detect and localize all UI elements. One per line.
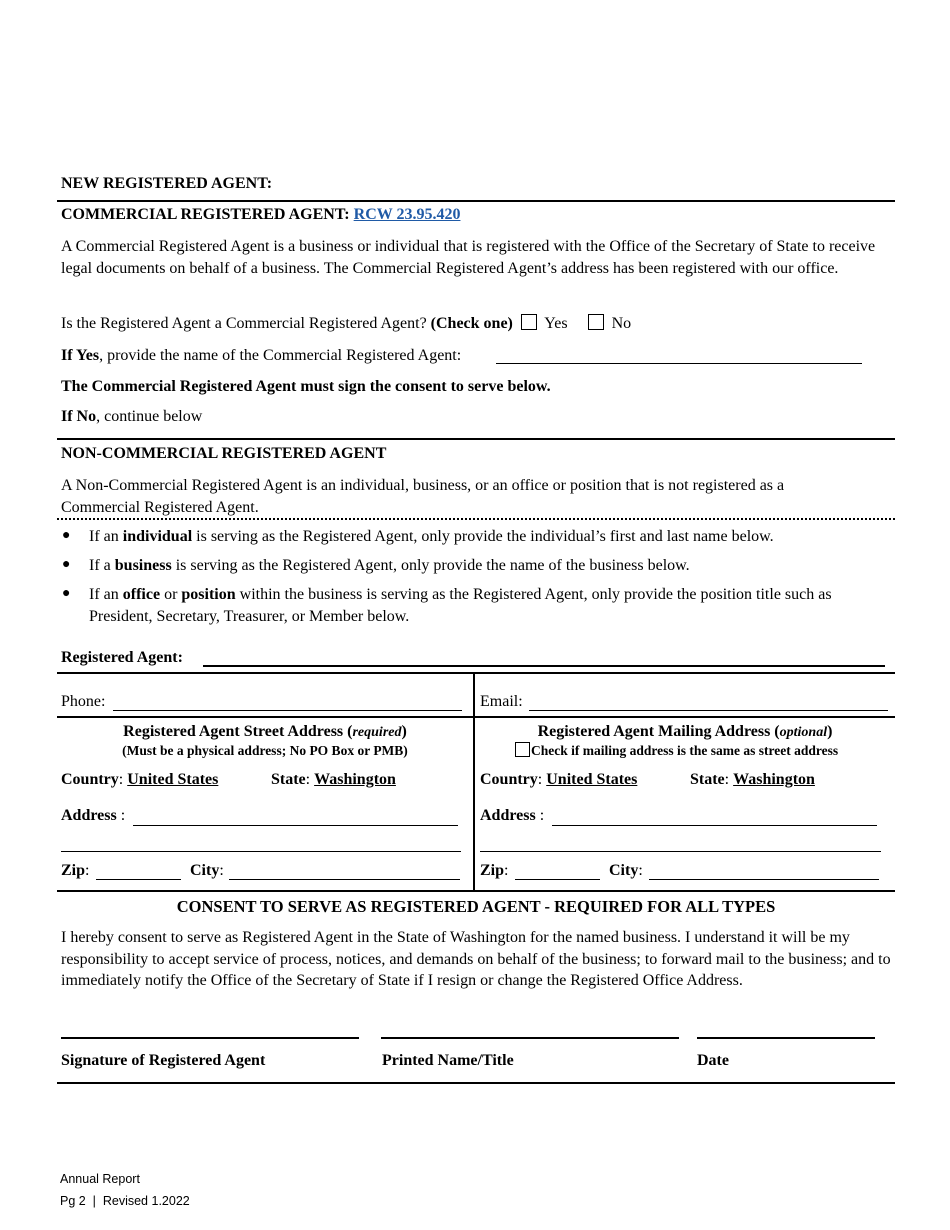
signature-field[interactable] [61,1037,359,1039]
street-country: Country: United States [61,771,219,788]
consent-text: I hereby consent to serve as Registered Agent in the State of Washington for the named business. I understand it will be my responsibility to accept service of process, notices, and demands on behalf of the business; to forward mail to the business; and to immediately notify the Office of the Secretary of State if I resign or change the Registered Office Address. [61,929,891,989]
mailing-address-field-line2[interactable] [480,851,881,852]
if-no-row [61,408,202,426]
mailing-country: Country: United States [480,771,638,788]
commercial-question-row [61,314,631,333]
divider [57,1082,895,1084]
registered-agent-field[interactable] [203,665,885,667]
check-one-label: (Check one) [430,315,513,332]
date-label: Date [697,1052,729,1069]
street-address-subtitle: (Must be a physical address; No PO Box or PMB) [122,743,408,758]
dotted-divider [57,518,895,520]
bullet-icon: ● [62,557,71,572]
bullet-business: If a business is serving as the Registered Agent, only provide the name of the business below. [89,557,690,574]
same-address-label: Check if mailing address is the same as street address [531,743,839,758]
same-address-checkbox[interactable] [515,742,530,757]
bullet-icon: ● [62,528,71,543]
if-yes-bold: If Yes [61,347,100,364]
if-no-text: , continue below [96,408,203,425]
commercial-heading-row [61,206,460,224]
divider [57,200,895,202]
phone-label: Phone: [61,693,106,710]
yes-label: Yes [544,315,568,332]
no-label: No [611,315,632,332]
form-bottom-border [57,890,895,892]
divider [57,438,895,440]
street-zip-field[interactable] [96,879,181,880]
rcw-link[interactable]: RCW 23.95.420 [353,206,461,223]
email-label: Email: [480,693,523,710]
email-field[interactable] [529,710,888,711]
bullet-individual: If an individual is serving as the Registered Agent, only provide the individual’s first and last name below. [89,528,774,545]
mailing-zip-field[interactable] [515,879,600,880]
printed-name-label: Printed Name/Title [382,1052,514,1069]
mailing-address-label: Address : [480,807,545,824]
if-yes-text: , provide the name of the Commercial Registered Agent: [99,347,462,364]
bullet-office-position: If an office or position within the business is serving as the Registered Agent, only provide the position title such as President, Secretary, Treasurer, or Member below. [89,586,832,625]
must-sign-note: The Commercial Registered Agent must sign the consent to serve below. [61,378,551,395]
if-no-bold: If No [61,408,97,425]
yes-checkbox[interactable] [521,314,537,330]
footer-title: Annual Report [60,1172,140,1186]
divider [57,716,895,718]
street-address-title: Registered Agent Street Address (required) [123,723,407,740]
mailing-zip-label: Zip: [480,862,509,879]
commercial-description: A Commercial Registered Agent is a business or individual that is registered with the Office of the Secretary of State to receive legal documents on behalf of a business. The Commercial Registered Agent’s address has been registered with our office. [61,238,876,277]
mailing-city-field[interactable] [649,879,879,880]
phone-field[interactable] [113,710,462,711]
mailing-address-field[interactable] [552,825,877,826]
printed-name-field[interactable] [381,1037,679,1039]
street-city-label: City: [190,862,224,879]
footer-page-info: Pg 2 | Revised 1.2022 [60,1194,190,1208]
if-yes-row [61,347,461,365]
street-address-label: Address : [61,807,126,824]
bullet-icon: ● [62,586,71,601]
commercial-question: Is the Registered Agent a Commercial Registered Agent? [61,315,427,332]
same-address-row [515,742,838,759]
form-center-divider [473,672,475,892]
mailing-state: State: Washington [690,771,815,788]
commercial-heading: COMMERCIAL REGISTERED AGENT: [61,206,350,223]
registered-agent-label: Registered Agent: [61,649,183,666]
street-city-field[interactable] [229,879,460,880]
no-checkbox[interactable] [588,314,604,330]
section-header: NEW REGISTERED AGENT: [61,175,273,192]
form-top-border [57,672,895,674]
mailing-address-title: Registered Agent Mailing Address (optional) [537,723,833,740]
street-address-field-line2[interactable] [61,851,461,852]
street-state: State: Washington [271,771,396,788]
street-zip-label: Zip: [61,862,90,879]
consent-heading: CONSENT TO SERVE AS REGISTERED AGENT - REQUIRED FOR ALL TYPES [176,897,776,916]
noncommercial-description: A Non-Commercial Registered Agent is an individual, business, or an office or position that is not registered as a Commercial Registered Agent. [61,477,785,516]
mailing-city-label: City: [609,862,643,879]
signature-label: Signature of Registered Agent [61,1052,266,1069]
noncommercial-heading: NON-COMMERCIAL REGISTERED AGENT [61,445,387,462]
date-field[interactable] [697,1037,875,1039]
commercial-agent-name-field[interactable] [496,363,862,364]
street-address-field[interactable] [133,825,458,826]
